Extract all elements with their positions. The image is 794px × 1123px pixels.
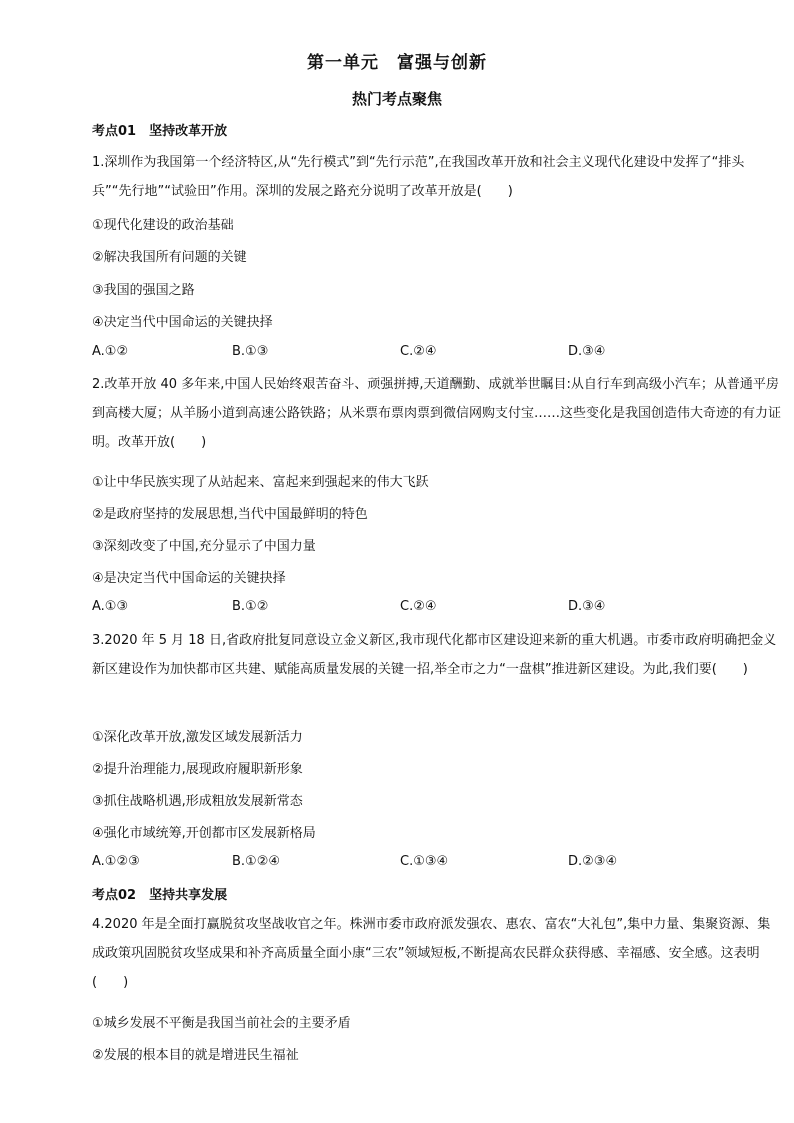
- question-1-option-1: ①现代化建设的政治基础: [92, 218, 234, 233]
- question-3-stem: 3.2020 年 5 月 18 日,省政府批复同意设立金义新区,我市现代化都市区建设迎来新的重大机遇。市委市政府明确把金义新区建设作为加快都市区共建、赋能高质量发展的关键一招,举全市之力“一盘棋”推进新区建设。为此,我们要( ): [92, 633, 777, 677]
- question-2-stem: 2.改革开放 40 多年来,中国人民始终艰苦奋斗、顽强拼搏,天道酬勤、成就举世瞩目:从自行车到高级小汽车；从普通平房到高楼大厦；从羊肠小道到高速公路铁路；从米票布票肉票到微信网购支付宝……这些变化是我国创造伟大奇迹的有力证明。改革开放( ): [92, 377, 782, 450]
- question-3-answer-d: D.②③④: [568, 854, 618, 869]
- question-2-option-1: ①让中华民族实现了从站起来、富起来到强起来的伟大飞跃: [92, 475, 429, 490]
- question-1-option-2: ②解决我国所有问题的关键: [92, 250, 247, 265]
- question-1-stem-text: 1.深圳作为我国第一个经济特区,从“先行模式”到“先行示范”,在我国改革开放和社会主义现代化建设中发挥了“排头兵”“先行地”“试验田”作用。深圳的发展之路充分说明了改革开放是( ): [92, 155, 745, 199]
- question-2-option-4: ④是决定当代中国命运的关键抉择: [92, 571, 286, 586]
- question-2-answer-a: A.①③: [92, 599, 129, 614]
- question-1-answer-c: C.②④: [400, 344, 437, 359]
- question-4-option-2: ②发展的根本目的就是增进民生福祉: [92, 1048, 299, 1063]
- question-1-answer-d: D.③④: [568, 344, 606, 359]
- question-2-answer-c: C.②④: [400, 599, 437, 614]
- question-3-answer-b: B.①②④: [232, 854, 281, 869]
- question-3-option-4: ④强化市域统筹,开创都市区发展新格局: [92, 826, 316, 841]
- page-subtitle: 热门考点聚焦: [351, 90, 442, 108]
- question-1-stem: [92, 148, 782, 206]
- question-2-answer-b: B.①②: [232, 599, 269, 614]
- question-2-answer-d: D.③④: [568, 599, 606, 614]
- section-heading-1: 考点01 坚持改革开放: [92, 124, 228, 139]
- question-3-option-2: ②提升治理能力,展现政府履职新形象: [92, 762, 303, 777]
- question-4-option-1: ①城乡发展不平衡是我国当前社会的主要矛盾: [92, 1016, 351, 1031]
- question-3-option-3: ③抓住战略机遇,形成粗放发展新常态: [92, 794, 303, 809]
- question-1-answer-a: A.①②: [92, 344, 129, 359]
- question-3-answer-c: C.①③④: [400, 854, 449, 869]
- question-4-stem: 4.2020 年是全面打赢脱贫攻坚战收官之年。株洲市委市政府派发强农、惠农、富农“大礼包”,集中力量、集聚资源、集成政策巩固脱贫攻坚成果和补齐高质量全面小康“三农”领域短板,不断提高农民群众获得感、幸福感、安全感。这表明( ): [92, 917, 771, 990]
- question-3-answer-a: A.①②③: [92, 854, 140, 869]
- page-title: 第一单元 富强与创新: [307, 53, 487, 73]
- question-1-option-3: ③我国的强国之路: [92, 283, 195, 298]
- question-2-option-3: ③深刻改变了中国,充分显示了中国力量: [92, 539, 316, 554]
- question-2-option-2: ②是政府坚持的发展思想,当代中国最鲜明的特色: [92, 507, 368, 522]
- section-heading-2: 考点02 坚持共享发展: [92, 888, 228, 903]
- question-1-option-4: ④决定当代中国命运的关键抉择: [92, 315, 273, 330]
- question-1-answer-b: B.①③: [232, 344, 269, 359]
- question-3-option-1: ①深化改革开放,激发区域发展新活力: [92, 730, 303, 745]
